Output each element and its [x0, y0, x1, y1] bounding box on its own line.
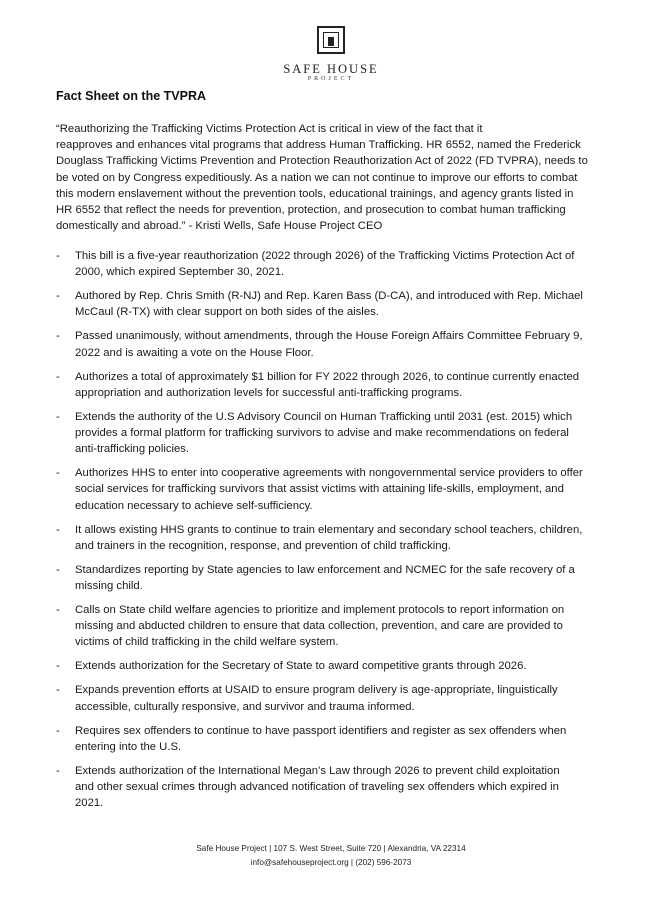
- list-item-line: Authorizes a total of approximately $1 billion for FY 2022 through 2026, to continue currently enacted: [75, 370, 580, 383]
- list-item-line: social services for trafficking survivors that assist victims with attaining life-skills, employment, and: [75, 483, 564, 496]
- bullet-dash: -: [56, 330, 60, 343]
- list-item-line: 2022 and is awaiting a vote on the House Floor.: [75, 346, 314, 359]
- list-item-line: Extends authorization for the Secretary of State to award competitive grants through 2026.: [75, 660, 527, 673]
- bullet-dash: -: [56, 370, 60, 383]
- list-item-line: anti-trafficking policies.: [75, 443, 190, 456]
- list-item-line: Extends authorization of the International Megan’s Law through 2026 to prevent child exploitation: [75, 764, 560, 777]
- bullet-dash: -: [56, 660, 60, 673]
- quote-line: Douglass Trafficking Victims Prevention and Protection Reauthorization Act of 2022 (FD TVPRA), needs to: [56, 155, 588, 168]
- quote-line: reapproves and enhances vital programs that address Human Trafficking. HR 6552, named the Frederick: [56, 139, 581, 152]
- list-item: [56, 723, 612, 755]
- bullet-dash: -: [56, 467, 60, 480]
- list-item-line: It allows existing HHS grants to continue to train elementary and secondary school teachers, children,: [75, 523, 583, 536]
- list-item-line: Expands prevention efforts at USAID to ensure program delivery is age-appropriate, linguistically: [75, 684, 558, 697]
- list-item-line: Calls on State child welfare agencies to prioritize and implement protocols to report information on: [75, 604, 565, 617]
- page-title: Fact Sheet on the TVPRA: [56, 89, 207, 103]
- logo-subtitle: PROJECT: [307, 76, 355, 82]
- list-item: [56, 465, 612, 514]
- quote-line: “Reauthorizing the Trafficking Victims Protection Act is critical in view of the fact that it: [56, 123, 483, 135]
- list-item-line: Passed unanimously, without amendments, through the House Foreign Affairs Committee February 9,: [75, 330, 583, 343]
- list-item-line: 2000, which expired September 30, 2021.: [75, 266, 285, 279]
- bullet-dash: -: [56, 724, 60, 737]
- list-item: [56, 288, 612, 320]
- list-item-line: appropriation and authorization levels for successful anti-trafficking programs.: [75, 386, 463, 399]
- quote-line: domestically and abroad.” - Kristi Wells, Safe House Project CEO: [56, 220, 383, 233]
- list-item-line: Authorizes HHS to enter into cooperative agreements with nongovernmental service providers to offer: [75, 467, 583, 480]
- bullet-dash: -: [56, 523, 60, 536]
- list-item-line: and trainers in the recognition, response, and prevention of child trafficking.: [75, 539, 451, 552]
- quote-line: HR 6552 that reflect the needs for prevention, protection, and prosecution to combat human trafficking: [56, 204, 566, 217]
- list-item: [56, 763, 612, 812]
- fact-list: [56, 248, 612, 819]
- list-item-line: Standardizes reporting by State agencies to law enforcement and NCMEC for the safe recovery of a: [75, 563, 575, 576]
- list-item-line: entering into the U.S.: [75, 740, 182, 753]
- ceo-quote: [56, 121, 612, 234]
- list-item-line: 2021.: [75, 797, 104, 810]
- list-item-line: missing child.: [75, 580, 143, 593]
- bullet-dash: -: [56, 290, 60, 303]
- footer-contact: info@safehouseproject.org | (202) 596-2073: [250, 858, 412, 867]
- list-item-line: Extends the authority of the U.S Advisory Council on Human Trafficking until 2031 (est. 2015) which: [75, 410, 573, 423]
- list-item: [56, 682, 612, 714]
- list-item: [56, 409, 612, 458]
- list-item-line: This bill is a five-year reauthorization (2022 through 2026) of the Trafficking Victims Protection Act of: [75, 250, 575, 262]
- bullet-dash: -: [56, 684, 60, 697]
- list-item-line: education necessary to achieve self-sufficiency.: [75, 499, 313, 512]
- bullet-dash: -: [56, 604, 60, 617]
- list-item: [56, 602, 612, 651]
- list-item: [56, 658, 612, 674]
- list-item-line: accessible, culturally responsive, and survivor and trauma informed.: [75, 700, 415, 713]
- bullet-dash: -: [56, 764, 60, 777]
- list-item-line: Requires sex offenders to continue to have passport identifiers and register as sex offenders when: [75, 724, 567, 737]
- list-item: [56, 248, 612, 280]
- list-item: [56, 369, 612, 401]
- safe-house-logo: [0, 26, 662, 83]
- list-item-line: Authored by Rep. Chris Smith (R-NJ) and Rep. Karen Bass (D-CA), and introduced with Rep. Michael: [75, 290, 583, 303]
- house-logo-icon: [317, 26, 345, 54]
- quote-line: this modern enslavement without the prevention tools, educational trainings, and agency grants listed in: [56, 187, 574, 200]
- bullet-dash: -: [56, 410, 60, 423]
- list-item-line: missing and abducted children to ensure that data collection, prevention, and care are provided to: [75, 620, 563, 633]
- quote-line: be voted on by Congress expeditiously. As a nation we can not continue to improve our efforts to combat: [56, 171, 578, 184]
- footer: [0, 842, 662, 870]
- bullet-dash: -: [56, 250, 60, 262]
- list-item: [56, 562, 612, 594]
- list-item-line: provides a formal platform for trafficking survivors to advise and make recommendations on federal: [75, 427, 569, 440]
- list-item-line: victims of child trafficking in the child welfare system.: [75, 636, 339, 649]
- list-item-line: and other sexual crimes through advanced notification of traveling sex offenders which expired in: [75, 781, 559, 794]
- list-item: [56, 522, 612, 554]
- list-item: [56, 328, 612, 360]
- list-item-line: McCaul (R-TX) with clear support on both sides of the aisles.: [75, 306, 379, 319]
- logo-name: SAFE HOUSE: [283, 62, 379, 76]
- footer-address: Safe House Project | 107 S. West Street, Suite 720 | Alexandria, VA 22314: [196, 844, 466, 853]
- bullet-dash: -: [56, 563, 60, 576]
